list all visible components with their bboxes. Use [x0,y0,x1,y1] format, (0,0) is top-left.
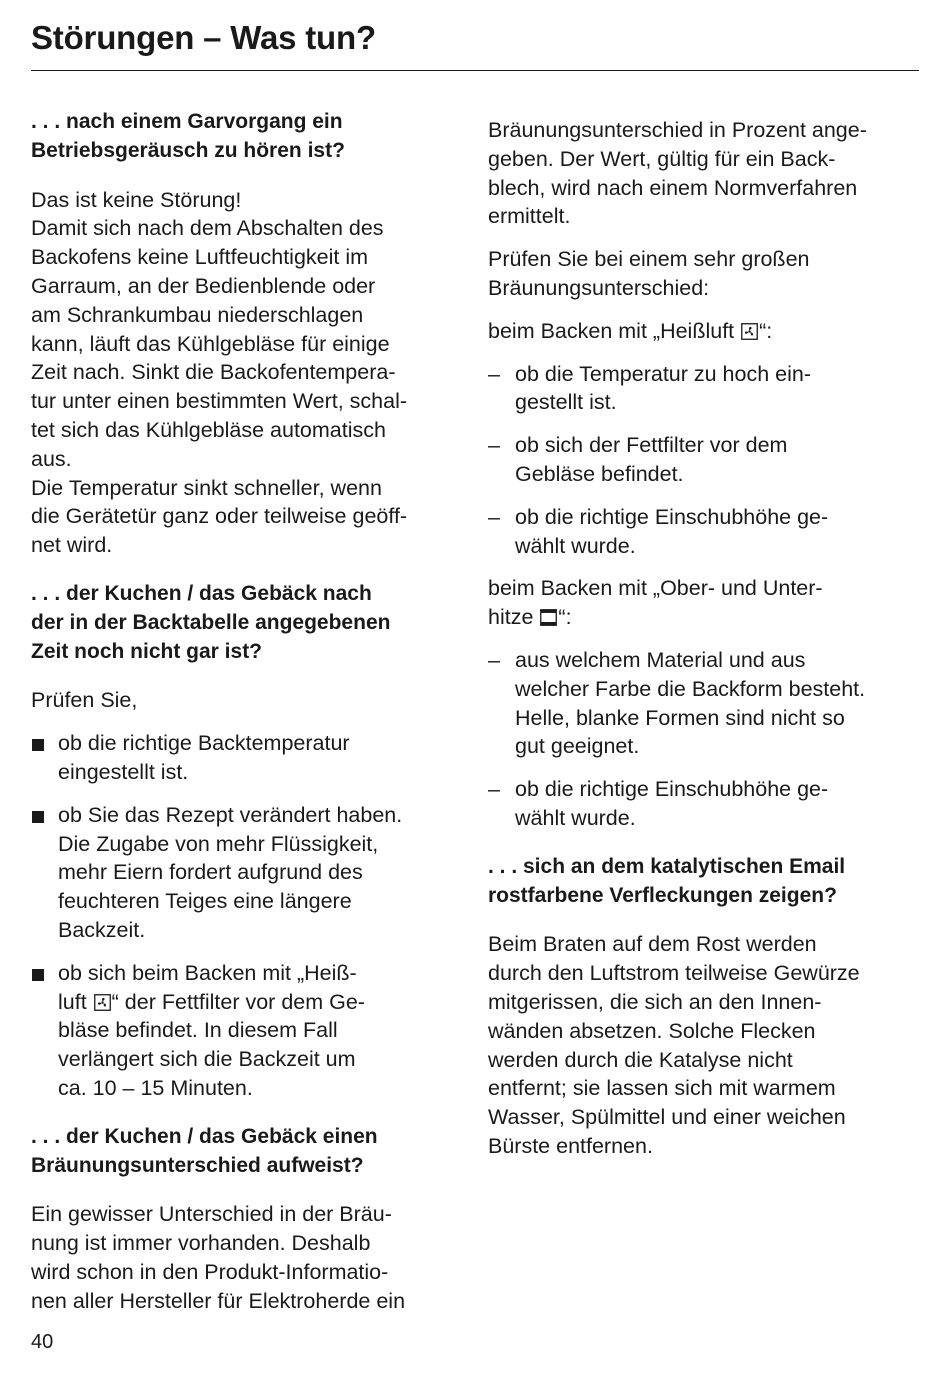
heading-line: . . . der Kuchen / das Gebäck nach [31,581,372,605]
text-line: aus welchem Material und aus [515,647,806,672]
text-line: entfernt; sie lassen sich mit warmem [488,1076,836,1101]
text-line: wählt wurde. [515,805,636,830]
heading-line: Betriebsgeräusch zu hören ist? [31,138,345,162]
mode-name: „Heißluft [652,318,735,343]
text-line: Gebläse befindet. [515,461,684,486]
text-line: nen aller Hersteller für Elektroherde ein [31,1288,406,1313]
text-line: Wasser, Spülmittel und einer weichen [488,1105,846,1130]
text-line: Backzeit. [58,917,146,942]
text-line: verlängert sich die Backzeit um [58,1047,356,1072]
text-line: Bürste entfernen. [488,1133,653,1158]
text-line: kann, läuft das Kühlgebläse für einige [31,331,390,356]
text-line: blech, wird nach einem Normverfahren [488,175,858,200]
text-line: ob die Temperatur zu hoch ein- [515,361,812,386]
text-line: am Schrankumbau niederschlagen [31,302,364,327]
dash-bullet: – [488,361,500,386]
dash-bullet: – [488,504,500,529]
answer-paragraph-cooling-fan [31,186,461,560]
text-line: Bräunungsunterschied in Prozent ange- [488,118,867,142]
text-line: ob die richtige Backtemperatur [58,731,350,756]
text-line: tur unter einen bestimmten Wert, schal- [31,389,408,414]
check-intro: Prüfen Sie, [31,688,138,713]
dash-item-shelf-level [488,775,920,833]
text-fragment: “ der Fettfilter vor dem Ge- [111,989,365,1014]
text-line: gestellt ist. [515,390,617,415]
check-intro-large-difference [488,245,920,303]
text-fragment: beim Backen mit [488,576,653,601]
text-line: wählt wurde. [515,533,636,558]
heading-line: der in der Backtabelle angegebenen [31,610,391,634]
dash-item-grease-filter [488,431,920,489]
question-heading-enamel-stains [488,853,920,911]
text-line: ob Sie das Rezept verändert haben. [58,802,403,827]
dash-bullet: – [488,647,500,672]
page-title: Störungen – Was tun? [31,19,376,56]
text-fragment: beim Backen mit [488,318,653,343]
page-number: 40 [31,1331,54,1353]
square-bullet-icon [32,811,44,823]
text-line: Das ist keine Störung! [31,187,242,212]
text-line: ob sich beim Backen mit „Heiß- [58,960,357,985]
text-line: ob sich der Fettfilter vor dem [515,433,788,458]
dash-bullet: – [488,777,500,802]
text-line: werden durch die Katalyse nicht [488,1047,793,1072]
mode-heading-fan-heat [488,317,920,346]
heading-line: . . . nach einem Garvorgang ein [31,110,343,133]
text-line: Backofens keine Luftfeuchtigkeit im [31,245,369,270]
text-fragment: luft [58,989,87,1014]
bullet-item-temperature [31,729,461,787]
text-line: wird schon in den Produkt-Informatio- [31,1259,389,1284]
text-line: durch den Luftstrom teilweise Gewürze [488,961,860,986]
square-bullet-icon [32,969,44,981]
text-fragment: “ [759,318,767,343]
text-line: Helle, blanke Formen sind nicht so [515,705,845,730]
top-bottom-heat-icon [540,609,557,626]
text-fragment: : [766,318,773,343]
mode-heading-top-bottom-heat [488,574,920,632]
left-column [31,108,461,1315]
text-line: ob die richtige Einschubhöhe ge- [515,777,829,802]
mode-name: hitze [488,605,534,630]
mode-name: „Ober- und Unter- [652,576,823,601]
text-line: geben. Der Wert, gültig für ein Back- [488,146,836,171]
dash-item-temperature [488,360,920,418]
text-line: Damit sich nach dem Abschalten des [31,216,384,241]
bullet-item-grease-filter [31,959,461,1103]
answer-paragraph-enamel [488,930,920,1160]
fan-heat-icon [94,994,111,1011]
text-line: Zeit nach. Sinkt die Backofentempera- [31,360,396,385]
text-line: ermittelt. [488,204,571,229]
text-line: die Gerätetür ganz oder teilweise geöff- [31,504,408,529]
text-line: nung ist immer vorhanden. Deshalb [31,1231,371,1256]
text-line: Prüfen Sie bei einem sehr großen [488,247,810,272]
text-line: Die Zugabe von mehr Flüssigkeit, [58,831,379,856]
dash-item-shelf-level [488,503,920,561]
title-divider [31,70,919,71]
question-heading-operating-noise [31,108,461,166]
question-heading-browning-difference [31,1123,461,1181]
text-fragment: “ [558,605,566,630]
text-fragment: : [565,605,572,630]
text-line: mitgerissen, die sich an den Innen- [488,989,822,1014]
text-line: Beim Braten auf dem Rost werden [488,932,817,957]
answer-paragraph-browning [31,1200,461,1315]
text-line: wänden absetzen. Solche Flecken [488,1018,816,1043]
heading-line: . . . sich an dem katalytischen Email [488,854,846,878]
heading-line: rostfarbene Verfleckungen zeigen? [488,883,837,907]
dash-item-material [488,646,920,761]
text-line: eingestellt ist. [58,759,189,784]
heading-line: Zeit noch nicht gar ist? [31,639,263,663]
text-line: welcher Farbe die Backform besteht. [515,676,866,701]
heading-line: . . . der Kuchen / das Gebäck einen [31,1124,378,1148]
heading-line: Bräunungsunterschied aufweist? [31,1153,364,1177]
fan-heat-icon [741,323,758,340]
text-line: net wird. [31,533,113,558]
text-line: mehr Eiern fordert aufgrund des [58,860,363,885]
square-bullet-icon [32,739,44,751]
text-line: aus. [31,446,72,471]
text-line: ca. 10 – 15 Minuten. [58,1075,253,1100]
text-line: feuchteren Teiges eine längere [58,889,352,914]
text-line: bläse befindet. In diesem Fall [58,1018,338,1043]
text-line: Garraum, an der Bedienblende oder [31,273,376,298]
text-line: gut geeignet. [515,734,640,759]
question-heading-cake-not-done [31,580,461,666]
right-column [488,116,920,1161]
text-line: ob die richtige Einschubhöhe ge- [515,504,829,529]
text-line: Die Temperatur sinkt schneller, wenn [31,475,382,500]
bullet-item-recipe [31,801,461,945]
text-line: Bräunungsunterschied: [488,275,710,300]
text-line: Ein gewisser Unterschied in der Bräu- [31,1202,392,1227]
dash-bullet: – [488,433,500,458]
text-line: tet sich das Kühlgebläse automatisch [31,417,386,442]
answer-paragraph-browning-continued [488,116,920,231]
